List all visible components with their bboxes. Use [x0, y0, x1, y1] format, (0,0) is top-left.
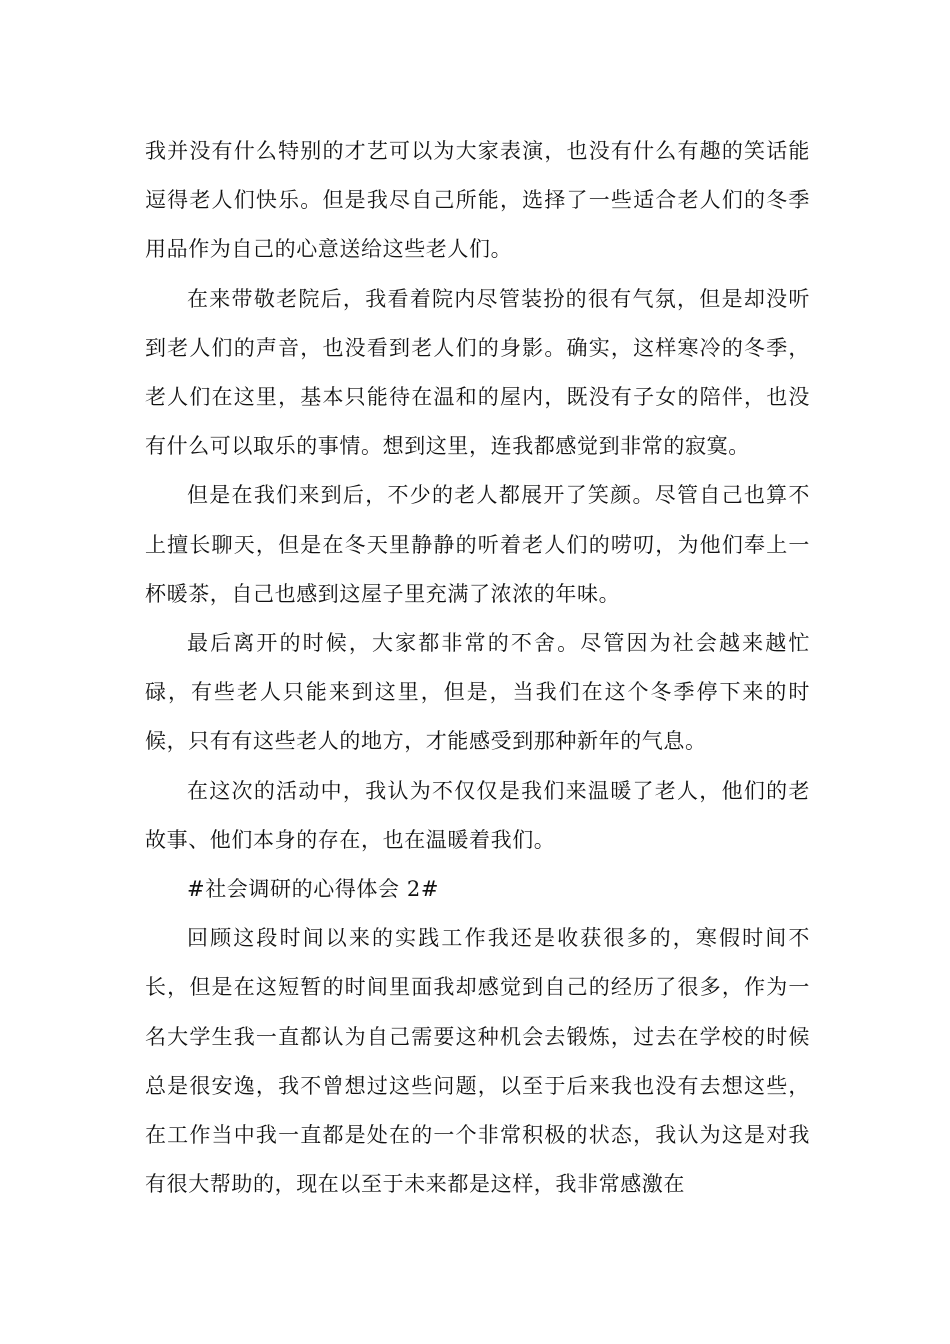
- paragraph-4: 最后离开的时候，大家都非常的不舍。尽管因为社会越来越忙碌，有些老人只能来到这里，但是，当我们在这个冬季停下来的时候，只有有这些老人的地方，才能感受到那种新年的气息。: [145, 631, 810, 754]
- section-paragraph: 回顾这段时间以来的实践工作我还是收获很多的，寒假时间不长，但是在这短暂的时间里面我却感觉到自己的经历了很多，作为一名大学生我一直都认为自己需要这种机会去锻炼，过去在学校的时候总是很安逸，我不曾想过这些问题，以至于后来我也没有去想这些，在工作当中我一直都是处在的一个非常积极的状态，我认为这是对我有很大帮助的，现在以至于未来都是这样，我非常感激在: [145, 926, 810, 1197]
- document-body: [145, 127, 810, 1209]
- paragraph-3: 但是在我们来到后，不少的老人都展开了笑颜。尽管自己也算不上擅长聊天，但是在冬天里静静的听着老人们的唠叨，为他们奉上一杯暖茶，自己也感到这屋子里充满了浓浓的年味。: [145, 483, 810, 606]
- paragraph-2: 在来带敬老院后，我看着院内尽管装扮的很有气氛，但是却没听到老人们的声音，也没看到老人们的身影。确实，这样寒冷的冬季，老人们在这里，基本只能待在温和的屋内，既没有子女的陪伴，也没有什么可以取乐的事情。想到这里，连我都感觉到非常的寂寞。: [145, 286, 810, 459]
- paragraph-5: 在这次的活动中，我认为不仅仅是我们来温暖了老人，他们的老故事、他们本身的存在，也在温暖着我们。: [145, 778, 810, 852]
- section-heading: #社会调研的心得体会 2#: [187, 877, 440, 902]
- paragraph-1: 我并没有什么特别的才艺可以为大家表演，也没有什么有趣的笑话能逗得老人们快乐。但是我尽自己所能，选择了一些适合老人们的冬季用品作为自己的心意送给这些老人们。: [145, 139, 810, 262]
